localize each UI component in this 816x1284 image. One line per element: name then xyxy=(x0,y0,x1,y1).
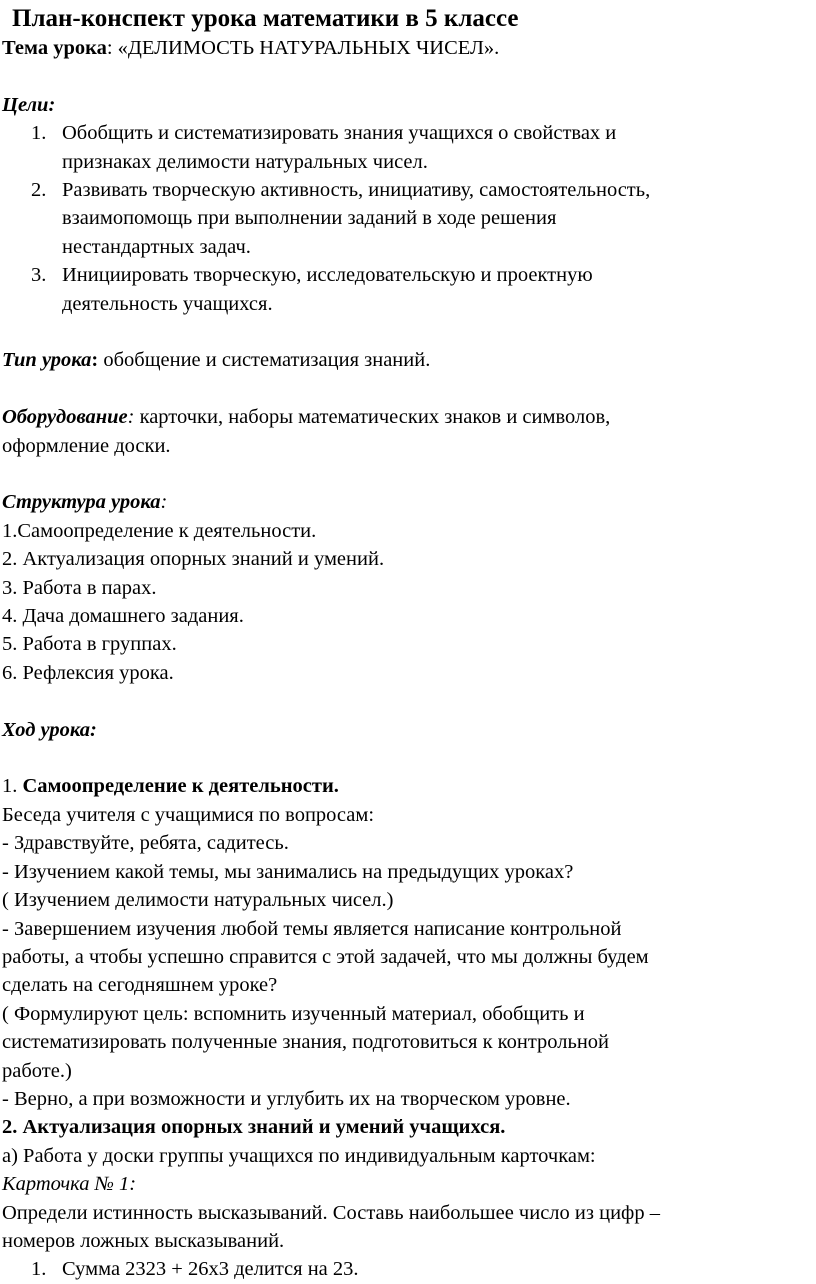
structure-item: 4. Дача домашнего задания. xyxy=(2,605,244,628)
lesson-type-line xyxy=(2,346,802,374)
dialogue-line: - Завершением изучения любой темы является написание контрольной xyxy=(2,917,622,940)
topic-colon: : xyxy=(106,37,113,59)
dialogue-line: Беседа учителя с учащимися по вопросам: xyxy=(2,803,375,826)
equipment-line-2: оформление доски. xyxy=(2,434,171,457)
goal-item xyxy=(31,119,802,176)
goals-heading: Цели: xyxy=(2,93,56,116)
lesson-type-label: Тип урока xyxy=(2,349,92,372)
structure-item: 1.Самоопределение к деятельности. xyxy=(2,519,317,542)
topic-label: Тема урока xyxy=(2,37,107,59)
goal-item xyxy=(31,176,802,261)
card-title: Карточка № 1: xyxy=(2,1173,137,1196)
structure-item: 2. Актуализация опорных знаний и умений. xyxy=(2,548,385,571)
section-1-heading xyxy=(2,772,802,800)
section-2-line-a: а) Работа у доски группы учащихся по индивидуальным карточкам: xyxy=(2,1144,596,1167)
dialogue-line: ( Изучением делимости натуральных чисел.) xyxy=(2,889,394,912)
dialogue-line: работы, а чтобы успешно справится с этой задачей, что мы должны будем xyxy=(2,945,649,968)
section-2-heading: 2. Актуализация опорных знаний и умений учащихся. xyxy=(2,1116,506,1139)
lesson-type-colon: : xyxy=(91,349,99,372)
dialogue-line: - Верно, а при возможности и углубить их на творческом уровне. xyxy=(2,1087,571,1110)
topic-line xyxy=(2,34,802,62)
spacer xyxy=(2,744,802,772)
goal-number: 2. xyxy=(31,179,47,202)
section-1-title: Самоопределение к деятельности. xyxy=(22,775,339,798)
structure-label: Структура урока xyxy=(2,491,161,514)
equipment-label: Оборудование xyxy=(2,406,128,429)
goal-text-line: взаимопомощь при выполнении заданий в ходе решения xyxy=(62,207,557,230)
dialogue-line: ( Формулируют цель: вспомнить изученный материал, обобщить и xyxy=(2,1002,585,1025)
dialogue-line: сделать на сегодняшнем уроке? xyxy=(2,974,278,997)
task-line: номеров ложных высказываний. xyxy=(2,1229,285,1252)
lesson-type-value: обобщение и систематизация знаний. xyxy=(98,349,431,372)
structure-heading xyxy=(2,488,802,516)
goal-item xyxy=(31,261,802,318)
equipment-value: карточки, наборы математических знаков и символов, xyxy=(134,406,611,429)
goal-text-line: Развивать творческую активность, инициативу, самостоятельность, xyxy=(62,179,651,202)
equipment-colon: : xyxy=(127,406,135,429)
structure-colon: : xyxy=(160,491,168,514)
structure-item: 5. Работа в группах. xyxy=(2,633,177,656)
dialogue-line: работе.) xyxy=(2,1059,72,1082)
statement-text: Сумма 2323 + 26х3 делится на 23. xyxy=(62,1258,359,1281)
dialogue-line: систематизировать полученные знания, подготовиться к контрольной xyxy=(2,1031,610,1054)
spacer xyxy=(2,460,802,488)
spacer xyxy=(2,62,802,90)
goal-text-line: Обобщить и систематизировать знания учащихся о свойствах и xyxy=(62,122,617,145)
spacer xyxy=(2,687,802,715)
goal-text-line: нестандартных задач. xyxy=(62,235,251,258)
progress-heading: Ход урока: xyxy=(2,718,97,741)
structure-item: 6. Рефлексия урока. xyxy=(2,661,174,684)
dialogue-line: - Здравствуйте, ребята, садитесь. xyxy=(2,832,289,855)
section-1-number: 1. xyxy=(2,775,23,798)
goal-number: 1. xyxy=(31,122,47,145)
dialogue-line: - Изучением какой темы, мы занимались на предыдущих уроках? xyxy=(2,860,574,883)
equipment-line xyxy=(2,403,802,431)
goal-text-line: признаках делимости натуральных чисел. xyxy=(62,150,428,173)
spacer xyxy=(2,375,802,403)
goal-text-line: деятельность учащихся. xyxy=(62,292,273,315)
page-title: План-конспект урока математики в 5 классе xyxy=(12,5,519,32)
structure-item: 3. Работа в парах. xyxy=(2,576,157,599)
goals-list xyxy=(2,119,802,318)
goal-number: 3. xyxy=(31,264,47,287)
statement-number: 1. xyxy=(31,1258,47,1281)
topic-value: «ДЕЛИМОСТЬ НАТУРАЛЬНЫХ ЧИСЕЛ». xyxy=(112,37,500,59)
goal-text-line: Инициировать творческую, исследовательскую и проектную xyxy=(62,264,593,287)
task-line: Определи истинность высказываний. Составь наибольшее число из цифр – xyxy=(2,1201,660,1224)
spacer xyxy=(2,318,802,346)
